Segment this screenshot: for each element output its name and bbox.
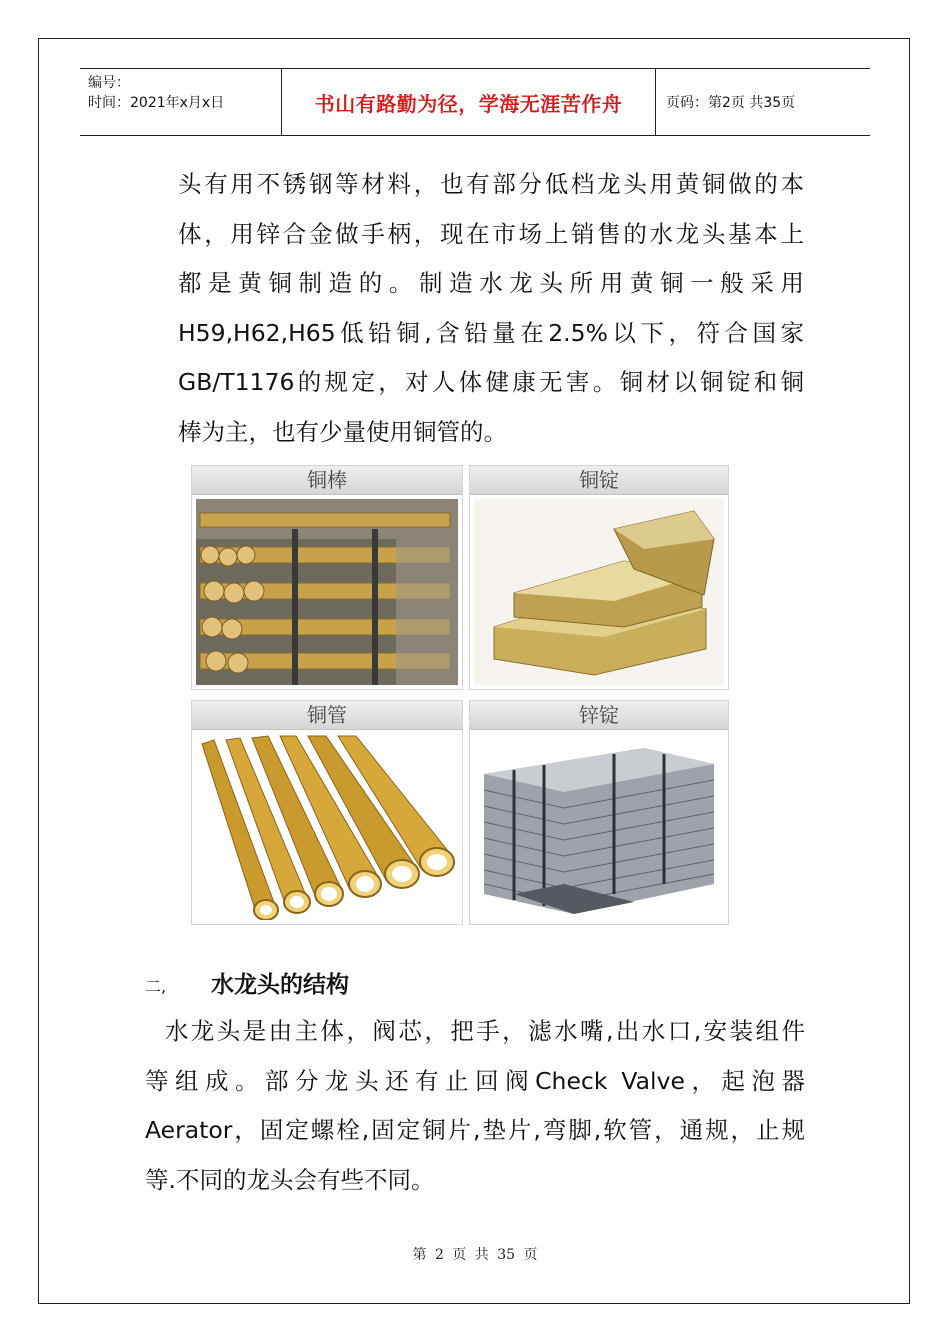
header-page-cell bbox=[656, 69, 870, 135]
paragraph-line: 水龙头是由主体，阀芯，把手，滤水嘴,出水口,安装组件 bbox=[145, 1017, 805, 1045]
tile-caption: 铜管 bbox=[192, 701, 462, 730]
copper-ingot-image bbox=[474, 499, 724, 685]
paragraph-structure bbox=[145, 1007, 805, 1205]
header-motto: 书山有路勤为径，学海无涯苦作舟 bbox=[314, 91, 623, 116]
tile-caption: 锌锭 bbox=[470, 701, 728, 730]
section-heading bbox=[145, 966, 349, 999]
tile-caption: 铜锭 bbox=[470, 466, 728, 495]
header-page-info: 页码：第2页 共35页 bbox=[666, 95, 796, 111]
tile-zinc-ingot bbox=[469, 700, 729, 925]
header-number: 编号： bbox=[88, 75, 130, 91]
header-meta bbox=[80, 69, 282, 135]
paragraph-line: 棒为主，也有少量使用铜管的。 bbox=[178, 417, 507, 446]
paragraph-line: GB/T1176的规定，对人体健康无害。铜材以铜锭和铜 bbox=[178, 368, 804, 396]
page-header bbox=[80, 68, 870, 136]
tile-caption: 铜棒 bbox=[192, 466, 462, 495]
paragraph-line: 都是黄铜制造的。制造水龙头所用黄铜一般采用 bbox=[178, 269, 804, 297]
section-number: 二, bbox=[145, 977, 167, 996]
materials-image-grid bbox=[191, 465, 729, 927]
paragraph-line: H59,H62,H65低铅铜,含铅量在2.5%以下，符合国家 bbox=[178, 318, 804, 347]
paragraph-line: 等.不同的龙头会有些不同。 bbox=[145, 1165, 435, 1194]
header-date: 时间：2021年x月x日 bbox=[88, 95, 225, 111]
zinc-ingot-image bbox=[474, 734, 724, 920]
paragraph-line: 头有用不锈钢等材料，也有部分低档龙头用黄铜做的本 bbox=[178, 170, 804, 198]
paragraph-line: Aerator，固定螺栓,固定铜片,垫片,弯脚,软管，通规，止规 bbox=[145, 1116, 805, 1144]
paragraph-materials bbox=[178, 160, 804, 457]
section-title: 水龙头的结构 bbox=[211, 972, 349, 998]
page-footer: 第 2 页 共 35 页 bbox=[412, 1247, 538, 1263]
tile-copper-rods bbox=[191, 465, 463, 690]
tile-copper-tubes bbox=[191, 700, 463, 925]
header-motto-cell bbox=[282, 69, 656, 135]
tile-copper-ingot bbox=[469, 465, 729, 690]
copper-tubes-image bbox=[196, 734, 458, 920]
paragraph-line: 体，用锌合金做手柄，现在市场上销售的水龙头基本上 bbox=[178, 219, 804, 248]
copper-rods-image bbox=[196, 499, 458, 685]
paragraph-line: 等组成。部分龙头还有止回阀Check Valve，起泡器 bbox=[145, 1066, 805, 1095]
